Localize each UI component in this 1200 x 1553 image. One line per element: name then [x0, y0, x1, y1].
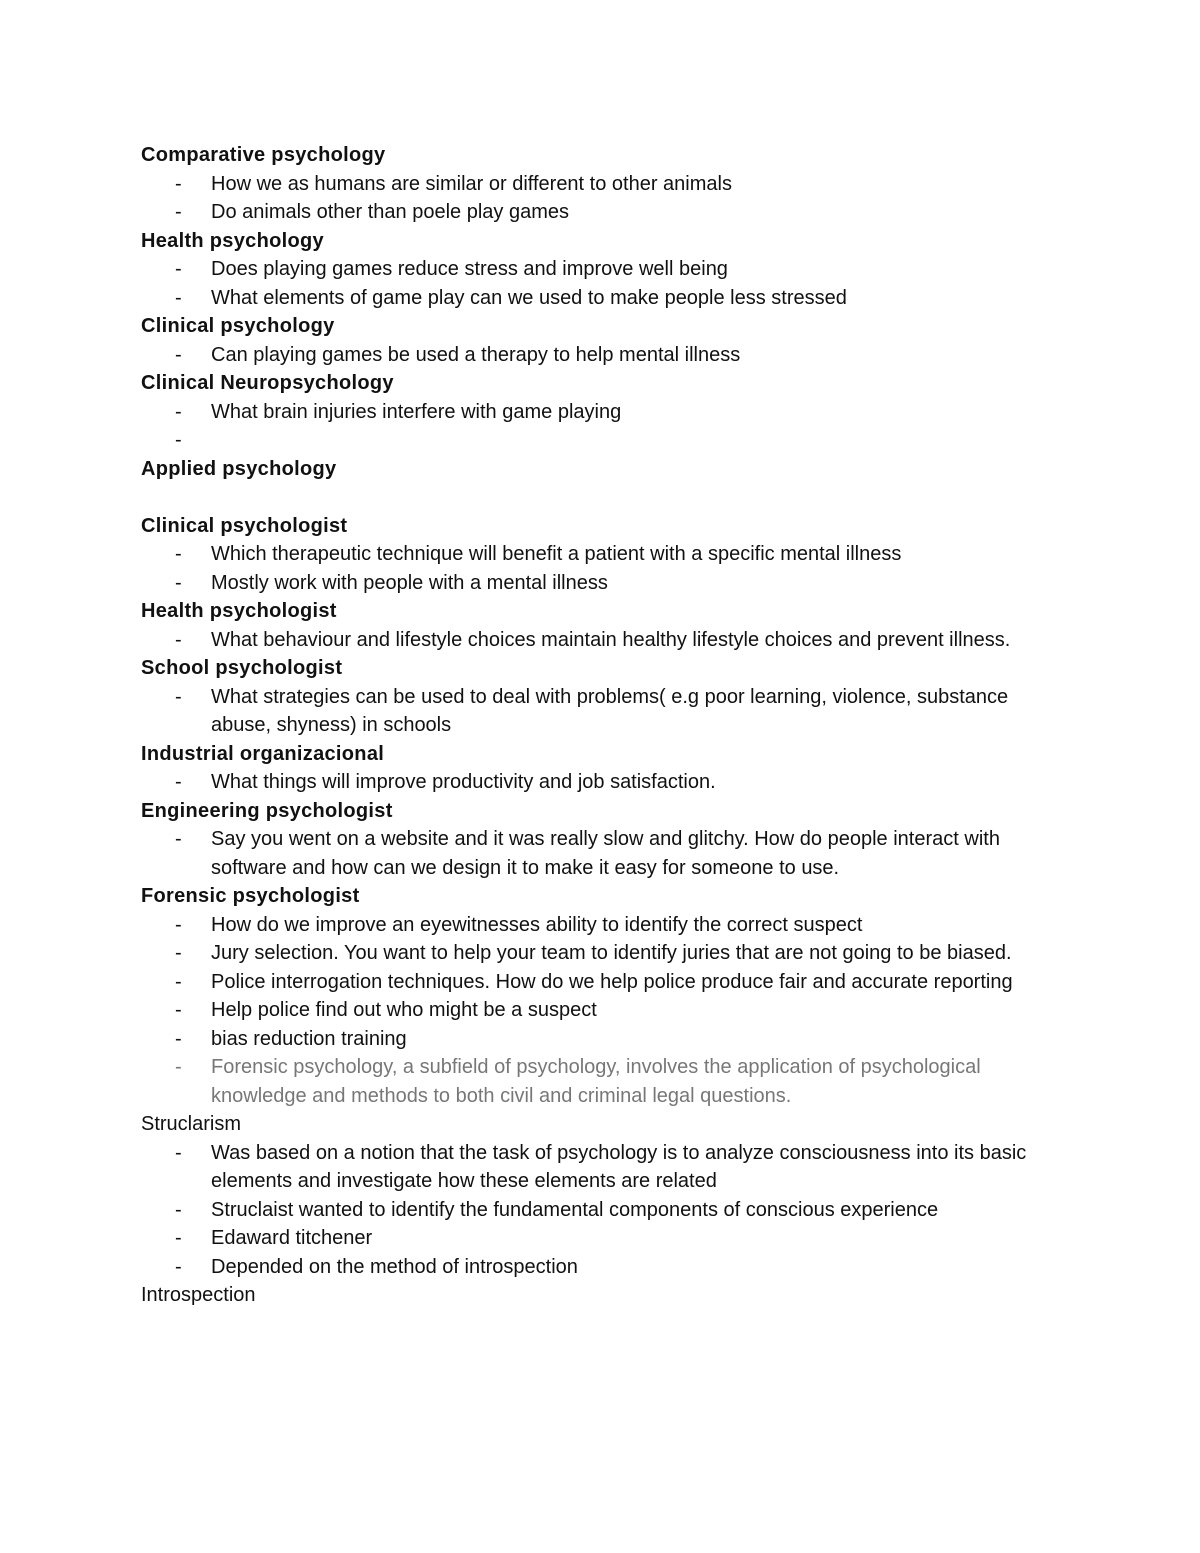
- bullet-list: [141, 626, 1061, 655]
- bullet-dash-icon: -: [175, 1027, 182, 1050]
- bullet-item: [141, 398, 1061, 427]
- note-section: [141, 312, 1061, 369]
- bullet-item: [141, 1224, 1061, 1253]
- bullet-dash-icon: -: [175, 1227, 182, 1249]
- bullet-dash-icon: -: [175, 400, 182, 423]
- bullet-text: What brain injuries interfere with game playing: [211, 400, 622, 423]
- bullet-item: [141, 198, 1061, 227]
- bullet-item: [141, 1253, 1061, 1282]
- bullet-text: What things will improve productivity and job satisfaction.: [211, 771, 716, 793]
- bullet-item: [141, 683, 1061, 740]
- bullet-dash-icon: -: [175, 543, 182, 565]
- bullet-text: Police interrogation techniques. How do we help police produce fair and accurate reporting: [211, 970, 1013, 993]
- note-section: [141, 654, 1061, 740]
- bullet-dash-icon: -: [175, 685, 182, 708]
- section-heading: Applied psychology: [141, 457, 337, 480]
- bullet-dash-icon: -: [175, 429, 182, 451]
- bullet-text: Do animals other than poele play games: [211, 201, 569, 223]
- note-section: [141, 597, 1061, 654]
- bullet-dash-icon: -: [175, 571, 182, 594]
- bullet-text: How we as humans are similar or different to other animals: [211, 172, 732, 195]
- bullet-dash-icon: -: [175, 828, 182, 850]
- bullet-list: [141, 768, 1061, 797]
- bullet-text: What elements of game play can we used to make people less stressed: [211, 286, 847, 309]
- note-section: [141, 455, 1061, 512]
- bullet-list: [141, 1139, 1061, 1282]
- bullet-list: [141, 911, 1061, 1111]
- bullet-text: bias reduction training: [211, 1027, 407, 1050]
- bullet-list: [141, 825, 1061, 882]
- bullet-list: [141, 398, 1061, 455]
- bullet-item: [141, 768, 1061, 797]
- bullet-dash-icon: -: [175, 1198, 182, 1221]
- blank-line: [141, 483, 1061, 512]
- bullet-text: Can playing games be used a therapy to help mental illness: [211, 343, 741, 366]
- bullet-dash-icon: -: [175, 942, 182, 964]
- bullet-item: [141, 540, 1061, 569]
- bullet-dash-icon: -: [175, 1056, 182, 1078]
- bullet-text: Which therapeutic technique will benefit a patient with a specific mental illness: [211, 543, 902, 565]
- note-section: [141, 1281, 1061, 1310]
- bullet-item: [141, 1139, 1061, 1196]
- section-heading: Struclarism: [141, 1113, 242, 1135]
- bullet-item: [141, 426, 1061, 455]
- section-heading: Clinical psychologist: [141, 514, 348, 537]
- bullet-item: [141, 825, 1061, 882]
- bullet-dash-icon: -: [175, 343, 182, 366]
- bullet-text: Help police find out who might be a suspect: [211, 999, 597, 1021]
- bullet-dash-icon: -: [175, 970, 182, 993]
- bullet-text: Mostly work with people with a mental illness: [211, 571, 608, 594]
- bullet-item: [141, 996, 1061, 1025]
- bullet-item: [141, 170, 1061, 199]
- section-heading: Introspection: [141, 1284, 256, 1306]
- bullet-text: How do we improve an eyewitnesses ability to identify the correct suspect: [211, 913, 863, 936]
- bullet-item: [141, 939, 1061, 968]
- bullet-item: [141, 626, 1061, 655]
- bullet-item: [141, 255, 1061, 284]
- bullet-item: [141, 911, 1061, 940]
- note-section: [141, 141, 1061, 227]
- bullet-text: Say you went on a website and it was really slow and glitchy. How do people interact with software and how can we design it to make it easy for someone to use.: [211, 828, 1000, 879]
- bullet-list: [141, 540, 1061, 597]
- section-heading: Clinical psychology: [141, 315, 335, 337]
- bullet-item: [141, 1053, 1061, 1110]
- bullet-dash-icon: -: [175, 628, 182, 651]
- note-section: [141, 1110, 1061, 1281]
- bullet-dash-icon: -: [175, 999, 182, 1021]
- bullet-list: [141, 255, 1061, 312]
- bullet-text: What behaviour and lifestyle choices maintain healthy lifestyle choices and prevent illness.: [211, 628, 1011, 651]
- note-section: [141, 227, 1061, 313]
- bullet-text: Struclaist wanted to identify the fundamental components of conscious experience: [211, 1198, 939, 1221]
- section-heading: Comparative psychology: [141, 144, 386, 166]
- bullet-text: Does playing games reduce stress and improve well being: [211, 258, 728, 280]
- bullet-text: Jury selection. You want to help your team to identify juries that are not going to be biased.: [211, 942, 1012, 964]
- bullet-item: [141, 1196, 1061, 1225]
- bullet-dash-icon: -: [175, 201, 182, 223]
- bullet-dash-icon: -: [175, 1255, 182, 1278]
- bullet-text: Depended on the method of introspection: [211, 1255, 578, 1278]
- bullet-item: [141, 1025, 1061, 1054]
- bullet-text: Edaward titchener: [211, 1227, 373, 1249]
- note-section: [141, 512, 1061, 598]
- bullet-list: [141, 683, 1061, 740]
- bullet-dash-icon: -: [175, 172, 182, 195]
- bullet-dash-icon: -: [175, 286, 182, 309]
- bullet-text: What strategies can be used to deal with problems( e.g poor learning, violence, substance abuse, shyness) in schools: [211, 685, 1009, 736]
- document-page: [141, 141, 1061, 1310]
- note-section: [141, 797, 1061, 883]
- note-section: [141, 369, 1061, 455]
- bullet-dash-icon: -: [175, 771, 182, 793]
- bullet-text: Was based on a notion that the task of psychology is to analyze consciousness into its basic elements and investigate how these elements are related: [211, 1141, 1027, 1192]
- bullet-list: [141, 341, 1061, 370]
- bullet-list: [141, 170, 1061, 227]
- section-heading: Health psychology: [141, 229, 324, 252]
- bullet-item: [141, 968, 1061, 997]
- bullet-dash-icon: -: [175, 913, 182, 936]
- section-heading: Clinical Neuropsychology: [141, 372, 394, 394]
- bullet-dash-icon: -: [175, 258, 182, 280]
- note-section: [141, 882, 1061, 1110]
- section-heading: Industrial organizacional: [141, 742, 385, 765]
- section-heading: School psychologist: [141, 657, 343, 679]
- bullet-item: [141, 569, 1061, 598]
- bullet-dash-icon: -: [175, 1141, 182, 1164]
- section-heading: Forensic psychologist: [141, 885, 360, 907]
- section-heading: Engineering psychologist: [141, 799, 393, 822]
- bullet-item: [141, 341, 1061, 370]
- note-section: [141, 740, 1061, 797]
- bullet-item: [141, 284, 1061, 313]
- bullet-text: Forensic psychology, a subfield of psychology, involves the application of psychological knowledge and methods to both civil and criminal legal questions.: [211, 1056, 981, 1107]
- section-heading: Health psychologist: [141, 600, 337, 622]
